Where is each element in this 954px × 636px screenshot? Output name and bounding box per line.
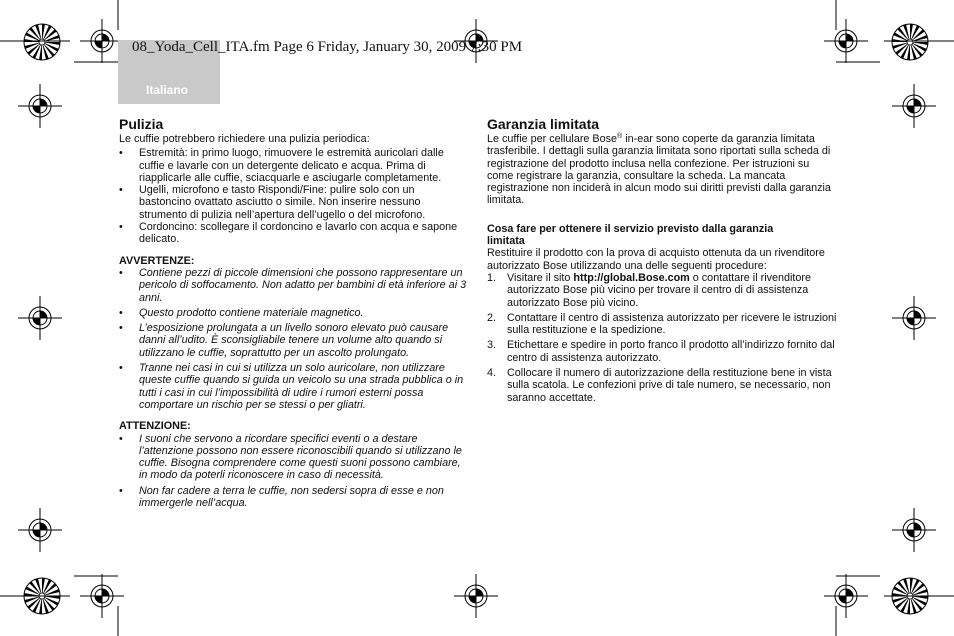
- list-item: [119, 147, 467, 184]
- caution-text: I suoni che servono a ricordare specifici eventi o a destare l’attenzione possono non essere riconoscibili quando si utilizzano le cuffie. Bisogna comprendere come questi suoni possono cambiare, in modo da poterli riconoscere in caso di necessità.: [139, 432, 462, 482]
- step-number: 2.: [487, 311, 497, 324]
- list-item: [119, 485, 467, 510]
- list-item: [487, 272, 837, 309]
- service-subheading: Cosa fare per ottenere il servizio previsto dalla garanzia limitata: [487, 222, 774, 248]
- bullet: •: [119, 432, 123, 445]
- bullet: •: [119, 147, 123, 160]
- bullet: •: [119, 221, 123, 234]
- cautions-list: [119, 433, 467, 510]
- step-text: Collocare il numero di autorizzazione della restituzione bene in vista sulla scatola. Le confezioni prive di tale numero, se necessario, non saranno accettate.: [507, 367, 832, 404]
- step-text: Contattare il centro di assistenza autorizzato per ricevere le istruzioni sulla restituzione e la spedizione.: [507, 311, 837, 337]
- bullet: •: [119, 306, 123, 319]
- warnings-heading: AVVERTENZE:: [119, 254, 195, 267]
- bullet: •: [119, 184, 123, 197]
- step-number: 1.: [487, 271, 497, 284]
- cleaning-intro: Le cuffie potrebbero richiedere una pulizia periodica:: [119, 133, 370, 145]
- list-item: [487, 339, 837, 364]
- service-steps: [487, 272, 837, 404]
- warning-text: L’esposizione prolungata a un livello sonoro elevato può causare danni all’udito. È sconsigliabile tenere un volume alto quando si utilizzano le cuffie, soprattutto per un ascolto prolungato.: [139, 322, 449, 359]
- cleaning-list: [119, 147, 467, 245]
- list-item: [119, 433, 467, 482]
- warnings-list: [119, 267, 467, 411]
- step-number: 3.: [487, 339, 497, 352]
- list-item: [119, 307, 467, 319]
- cleaning-title: Pulizia: [119, 116, 164, 132]
- step-text: Etichettare e spedire in porto franco il prodotto all’indirizzo fornito dal centro di assistenza autorizzato.: [507, 339, 835, 364]
- warning-text: Contiene pezzi di piccole dimensioni che possono rappresentare un pericolo di soffocamento. Non adatto per bambini di età inferiore ai 3 anni.: [139, 266, 467, 304]
- language-tab-label: Italiano: [146, 83, 189, 97]
- cleaning-item-text: Cordoncino: scollegare il cordoncino e lavarlo con acqua e sapone delicato.: [139, 221, 458, 246]
- file-header: 08_Yoda_Cell_ITA.fm Page 6 Friday, January 30, 2009 7:30 PM: [132, 39, 523, 55]
- registered-mark: ®: [617, 133, 623, 140]
- caution-text: Non far cadere a terra le cuffie, non sedersi sopra di esse e non immergerle nell’acqua.: [139, 484, 444, 510]
- service-intro: Restituire il prodotto con la prova di acquisto ottenuta da un rivenditore autorizzato Bose utilizzando una delle seguenti procedure:: [487, 247, 825, 272]
- cleaning-item-text: Estremità: in primo luogo, rimuovere le estremità auricolari dalle cuffie e lavarle con un detergente delicato e acqua. Prima di riapplicarle alle cuffie, sciacquarle e asciugarle completamente.: [139, 147, 444, 184]
- list-item: [119, 221, 467, 246]
- step-text: o contattare il rivenditore autorizzato Bose più vicino per trovare il centro di di assistenza autorizzato Bose più vicino.: [507, 271, 812, 309]
- warranty-text-rest: in-ear sono coperte da garanzia limitata trasferibile. I dettagli sulla garanzia limitata sono riportati sulla scheda di registrazione del prodotto inclusa nella confezione. Per istruzioni su come registrare la garanzia, consultare la scheda. La mancata registrazione non inciderà in alcun modo sui diritti previsti dalla garanzia limitata.: [487, 133, 831, 207]
- bullet: •: [119, 362, 123, 375]
- list-item: [487, 312, 837, 337]
- warranty-title: Garanzia limitata: [487, 116, 600, 132]
- warranty-section: [487, 116, 837, 407]
- step-text: Visitare il sito: [507, 271, 574, 284]
- warranty-paragraph: [487, 133, 837, 207]
- list-item: [119, 184, 467, 221]
- bullet: •: [119, 266, 123, 279]
- warranty-text-start: Le cuffie per cellulare Bose: [487, 133, 618, 145]
- list-item: [119, 322, 467, 359]
- list-item: [119, 267, 467, 304]
- warning-text: Questo prodotto contiene materiale magnetico.: [139, 306, 364, 319]
- bullet: •: [119, 484, 123, 497]
- cleaning-item-text: Ugelli, microfono e tasto Rispondi/Fine: pulire solo con un bastoncino ovattato asciutto o simile. Non inserire nessuno strumento di pulizia nell’apertura dell’ugello o del microfono.: [139, 184, 426, 221]
- list-item: [119, 362, 467, 411]
- bullet: •: [119, 322, 123, 335]
- cleaning-section: [119, 116, 467, 512]
- cautions-heading: ATTENZIONE:: [119, 420, 191, 433]
- warning-text: Tranne nei casi in cui si utilizza un solo auricolare, non utilizzare queste cuffie quando si guida un veicolo su una strada pubblica o in tutti i casi in cui l’impossibilità di udire i rumori esterni possa comportare un rischio per se stessi o per gliatri.: [139, 362, 464, 411]
- list-item: [487, 367, 837, 404]
- step-number: 4.: [487, 367, 497, 380]
- bose-website-link[interactable]: http://global.Bose.com: [573, 271, 690, 284]
